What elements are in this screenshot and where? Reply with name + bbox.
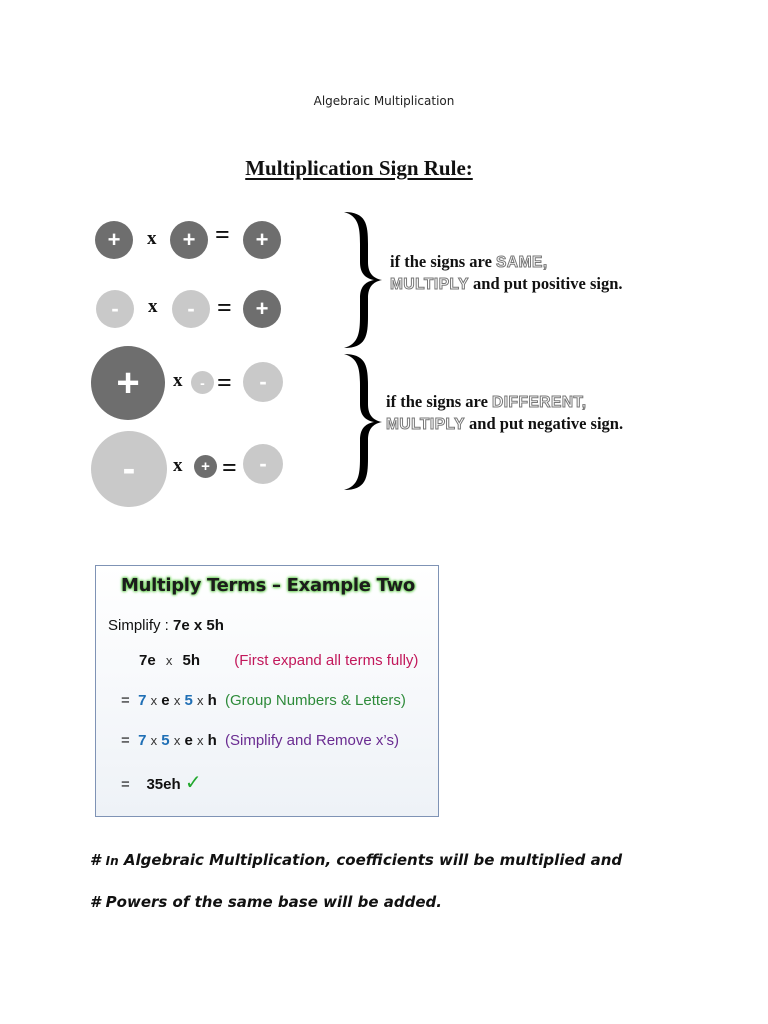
term-7e: 7e bbox=[139, 652, 156, 669]
letter-e: e bbox=[184, 732, 193, 749]
note-hash: # bbox=[90, 851, 106, 869]
letter-e: e bbox=[161, 692, 170, 709]
step-1-note: (First expand all terms fully) bbox=[234, 652, 419, 669]
plus-sign-circle-small: + bbox=[194, 455, 217, 478]
note-line-1 bbox=[90, 851, 622, 869]
rule-title: Multiplication Sign Rule: bbox=[245, 156, 473, 180]
equals-sign: = bbox=[121, 692, 130, 709]
number-7: 7 bbox=[138, 692, 147, 709]
times-operator: x bbox=[173, 455, 183, 476]
step-2-note: (Group Numbers & Letters) bbox=[225, 692, 406, 709]
right-brace-icon bbox=[336, 352, 386, 492]
term-5h: 5h bbox=[182, 652, 201, 669]
letter-h: h bbox=[207, 732, 217, 749]
note-line-1-text: Algebraic Multiplication, coefficients will be multiplied and bbox=[118, 851, 623, 869]
rule-same-multiply: MULTIPLY bbox=[390, 276, 469, 293]
times-sign: x bbox=[150, 693, 158, 708]
simplify-line bbox=[108, 617, 224, 634]
number-7: 7 bbox=[138, 732, 147, 749]
example-title: Multiply Terms – Example Two bbox=[121, 575, 415, 596]
minus-sign-circle: - bbox=[172, 290, 210, 328]
times-operator: x bbox=[147, 228, 157, 249]
times-sign: x bbox=[165, 653, 173, 668]
times-sign: x bbox=[150, 733, 158, 748]
rule-different-rest: and put negative sign. bbox=[464, 414, 624, 433]
note-in: In bbox=[105, 854, 119, 868]
minus-sign-circle: - bbox=[96, 290, 134, 328]
step-3 bbox=[121, 732, 399, 749]
equals-operator: = bbox=[222, 453, 237, 482]
plus-sign-circle: + bbox=[170, 221, 208, 259]
simplify-expression: 7e x 5h bbox=[173, 617, 224, 634]
letter-h: h bbox=[207, 692, 217, 709]
times-sign: x bbox=[197, 693, 204, 708]
minus-sign-circle-large: - bbox=[91, 431, 167, 507]
times-sign: x bbox=[197, 733, 204, 748]
result-35eh: 35eh bbox=[146, 776, 181, 793]
rule-same-line2 bbox=[390, 273, 623, 296]
equals-sign: = bbox=[121, 732, 130, 749]
rule-different-line1 bbox=[386, 391, 587, 414]
plus-sign-circle-large: + bbox=[91, 346, 165, 420]
checkmark-icon: ✓ bbox=[184, 770, 202, 794]
rule-same-highlight: SAME, bbox=[496, 254, 548, 271]
step-3-note: (Simplify and Remove x’s) bbox=[225, 732, 399, 749]
note-line-2: # Powers of the same base will be added. bbox=[90, 893, 442, 911]
example-box bbox=[95, 565, 439, 817]
rule-same-rest: and put positive sign. bbox=[468, 274, 623, 293]
minus-sign-circle-small: - bbox=[191, 371, 214, 394]
times-operator: x bbox=[173, 370, 183, 391]
step-1 bbox=[139, 652, 418, 669]
times-sign: x bbox=[173, 733, 181, 748]
equals-sign: = bbox=[121, 776, 130, 793]
equals-operator: = bbox=[215, 220, 230, 249]
plus-sign-circle: + bbox=[243, 290, 281, 328]
right-brace-icon bbox=[336, 210, 386, 350]
equals-operator: = bbox=[217, 368, 232, 397]
rule-different-line2 bbox=[386, 413, 623, 436]
step-4 bbox=[121, 770, 202, 794]
equals-operator: = bbox=[217, 293, 232, 322]
minus-sign-circle: - bbox=[243, 444, 283, 484]
times-sign: x bbox=[173, 693, 181, 708]
document-header: Algebraic Multiplication bbox=[313, 94, 455, 108]
plus-sign-circle: + bbox=[243, 221, 281, 259]
rule-same-prefix: if the signs are bbox=[390, 252, 497, 271]
rule-different-multiply: MULTIPLY bbox=[386, 416, 465, 433]
number-5: 5 bbox=[184, 692, 193, 709]
minus-sign-circle: - bbox=[243, 362, 283, 402]
rule-same-line1 bbox=[390, 251, 548, 274]
step-2 bbox=[121, 692, 406, 709]
times-operator: x bbox=[148, 296, 158, 317]
plus-sign-circle: + bbox=[95, 221, 133, 259]
simplify-label: Simplify : bbox=[108, 617, 174, 634]
rule-different-highlight: DIFFERENT, bbox=[492, 394, 587, 411]
number-5: 5 bbox=[161, 732, 170, 749]
rule-different-prefix: if the signs are bbox=[386, 392, 493, 411]
